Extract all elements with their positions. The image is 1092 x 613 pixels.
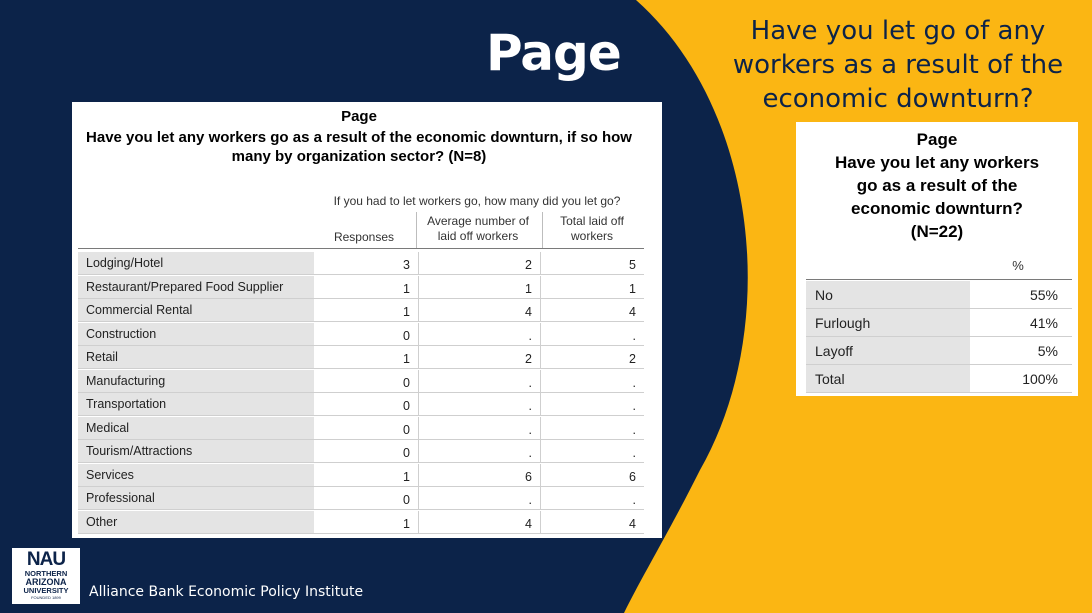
cell-divider bbox=[540, 323, 541, 345]
row-divider bbox=[78, 533, 644, 534]
slide-title: Page bbox=[486, 24, 621, 82]
cell-percent: 41% bbox=[1029, 315, 1058, 331]
cell-percent: 55% bbox=[1029, 287, 1058, 303]
cell-divider bbox=[418, 346, 419, 368]
cell-percent: 100% bbox=[1022, 371, 1058, 387]
sector-table-subtitle: Have you let any workers go as a result of the economic downturn, if so how many by organization sector? (N=8) bbox=[86, 129, 632, 165]
table-row bbox=[78, 440, 644, 463]
table-row bbox=[78, 511, 644, 534]
cell-total: 2 bbox=[629, 352, 636, 366]
row-label: Lodging/Hotel bbox=[78, 252, 314, 274]
cell-divider bbox=[418, 252, 419, 274]
cell-total: 4 bbox=[629, 305, 636, 319]
sector-table-panel bbox=[72, 102, 662, 538]
table-row bbox=[78, 464, 644, 487]
row-label: Tourism/Attractions bbox=[78, 440, 314, 462]
cell-total: . bbox=[632, 328, 636, 343]
row-label: No bbox=[806, 281, 970, 308]
row-label: Retail bbox=[78, 346, 314, 368]
cell-total: . bbox=[632, 399, 636, 413]
table-row bbox=[806, 281, 1072, 309]
table-row bbox=[806, 365, 1072, 393]
cell-divider bbox=[540, 370, 541, 392]
header-rule bbox=[806, 279, 1072, 280]
cell-responses: 1 bbox=[403, 469, 410, 484]
cell-divider bbox=[540, 252, 541, 274]
row-label: Layoff bbox=[806, 337, 970, 364]
cell-divider bbox=[540, 393, 541, 415]
cell-avg: . bbox=[528, 399, 532, 413]
cell-divider bbox=[418, 464, 419, 486]
row-label: Commercial Rental bbox=[78, 299, 314, 321]
cell-responses: 0 bbox=[403, 493, 410, 507]
cell-divider bbox=[418, 323, 419, 345]
table-row bbox=[78, 252, 644, 275]
cell-responses: 1 bbox=[403, 305, 410, 319]
cell-divider bbox=[540, 276, 541, 298]
cell-total: 5 bbox=[629, 258, 636, 272]
row-label: Total bbox=[806, 365, 970, 392]
cell-divider bbox=[418, 511, 419, 533]
cell-avg: . bbox=[528, 375, 532, 390]
question-heading: Have you let go of any workers as a result of the economic downturn? bbox=[732, 16, 1064, 114]
nau-logo: NAU NORTHERN ARIZONA UNIVERSITY FOUNDED 1899 bbox=[12, 548, 80, 604]
cell-divider bbox=[418, 440, 419, 462]
cell-avg: 4 bbox=[525, 305, 532, 319]
cell-divider bbox=[540, 511, 541, 533]
cell-responses: 3 bbox=[403, 258, 410, 272]
row-label: Other bbox=[78, 511, 314, 533]
column-header-total: Total laid off workers bbox=[560, 214, 624, 243]
table-row bbox=[78, 323, 644, 346]
table-row bbox=[78, 299, 644, 322]
cell-avg: 2 bbox=[525, 352, 532, 366]
cell-divider bbox=[418, 417, 419, 439]
row-label: Professional bbox=[78, 487, 314, 509]
row-label: Construction bbox=[78, 323, 314, 345]
cell-responses: 0 bbox=[403, 399, 410, 413]
cell-avg: . bbox=[528, 493, 532, 507]
header-divider bbox=[542, 212, 543, 248]
cell-divider bbox=[540, 464, 541, 486]
table-row bbox=[78, 346, 644, 369]
cell-total: 1 bbox=[629, 281, 636, 296]
row-label: Manufacturing bbox=[78, 370, 314, 392]
cell-avg: . bbox=[528, 328, 532, 343]
cell-responses: 0 bbox=[403, 422, 410, 437]
cell-divider bbox=[418, 487, 419, 509]
cell-avg: . bbox=[528, 422, 532, 437]
table-row bbox=[806, 337, 1072, 365]
cell-avg: . bbox=[528, 446, 532, 460]
cell-percent: 5% bbox=[1037, 343, 1058, 359]
table-row bbox=[78, 370, 644, 393]
header-rule bbox=[78, 248, 644, 249]
cell-divider bbox=[418, 276, 419, 298]
cell-avg: 4 bbox=[525, 516, 532, 531]
column-header-responses: Responses bbox=[333, 230, 395, 244]
cell-total: 4 bbox=[629, 516, 636, 531]
row-label: Services bbox=[78, 464, 314, 486]
cell-divider bbox=[540, 487, 541, 509]
cell-divider bbox=[540, 346, 541, 368]
cell-divider bbox=[540, 440, 541, 462]
column-super-header: If you had to let workers go, how many did you let go? bbox=[333, 194, 621, 208]
table-row bbox=[78, 487, 644, 510]
table-row bbox=[78, 276, 644, 299]
column-header-average: Average number of laid off workers bbox=[427, 214, 529, 243]
table-row bbox=[806, 309, 1072, 337]
row-label: Medical bbox=[78, 417, 314, 439]
cell-total: . bbox=[632, 375, 636, 390]
cell-responses: 1 bbox=[403, 516, 410, 531]
row-label: Furlough bbox=[806, 309, 970, 336]
cell-divider bbox=[540, 417, 541, 439]
row-label: Transportation bbox=[78, 393, 314, 415]
cell-avg: 6 bbox=[525, 469, 532, 484]
cell-divider bbox=[418, 299, 419, 321]
cell-total: . bbox=[632, 446, 636, 460]
cell-total: . bbox=[632, 493, 636, 507]
cell-divider bbox=[418, 370, 419, 392]
cell-avg: 1 bbox=[525, 281, 532, 296]
cell-responses: 1 bbox=[403, 352, 410, 366]
row-label: Restaurant/Prepared Food Supplier bbox=[78, 276, 314, 298]
table-row bbox=[78, 393, 644, 416]
cell-responses: 0 bbox=[403, 375, 410, 390]
sector-table-title: Page bbox=[341, 108, 377, 125]
row-divider bbox=[806, 392, 1072, 393]
cell-divider bbox=[540, 299, 541, 321]
cell-avg: 2 bbox=[525, 258, 532, 272]
cell-total: 6 bbox=[629, 469, 636, 484]
cell-total: . bbox=[632, 422, 636, 437]
column-header-percent: % bbox=[1012, 258, 1024, 273]
downturn-table-panel bbox=[796, 122, 1078, 396]
cell-responses: 0 bbox=[403, 328, 410, 343]
downturn-table-title: Page Have you let any workers go as a result of the economic downturn? (N=22) bbox=[834, 130, 1040, 241]
cell-responses: 0 bbox=[403, 446, 410, 460]
table-row bbox=[78, 417, 644, 440]
header-divider bbox=[416, 212, 417, 248]
cell-divider bbox=[418, 393, 419, 415]
footer-institute: Alliance Bank Economic Policy Institute bbox=[89, 584, 364, 600]
cell-responses: 1 bbox=[403, 281, 410, 296]
